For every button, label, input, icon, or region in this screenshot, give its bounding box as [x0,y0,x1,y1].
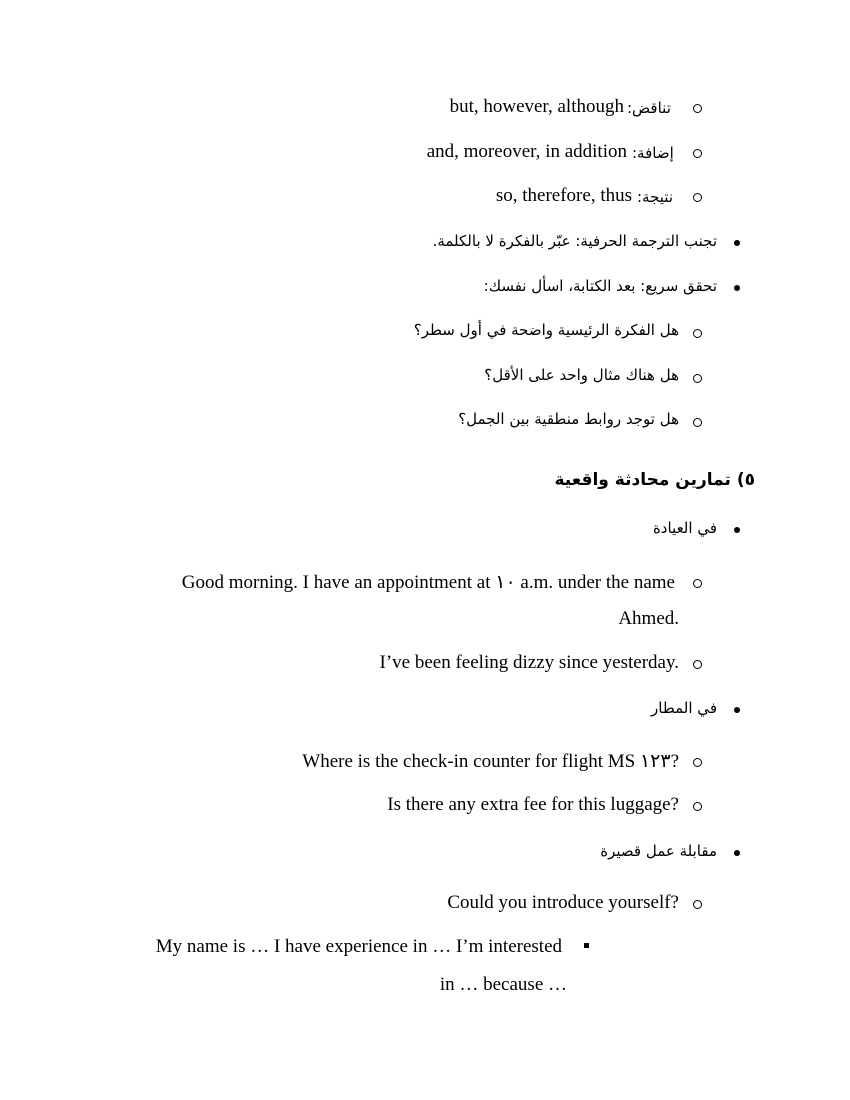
contrast-label-ar: تناقض: [627,99,671,117]
sub-bullet-icon [693,418,702,427]
sub-bullet-icon [693,802,702,811]
sub-bullet-icon [693,900,702,909]
interview-answer-b: in … because … [439,974,567,995]
interview-answer-a: My name is … I have experience in … I’m interested [155,936,562,957]
clinic-title: في العيادة [652,519,717,537]
sub-bullet-icon [693,149,702,158]
sub-bullet-icon [693,104,702,113]
bullet-icon [734,707,740,713]
clinic-line-1b: Ahmed. [618,608,679,629]
airport-line-2: Is there any extra fee for this luggage? [387,794,679,815]
result-label-ar: نتيجة: [637,188,674,206]
airport-line-1: Where is the check-in counter for flight MS ١٢٣? [302,751,679,772]
sub-bullet-icon [693,660,702,669]
check-question-2: هل هناك مثال واحد على الأقل؟ [484,366,679,384]
check-question-1: هل الفكرة الرئيسية واضحة في أول سطر؟ [413,321,679,339]
sub-bullet-icon [693,193,702,202]
addition-connectors-en: and, moreover, in addition [426,141,627,162]
sub-bullet-icon [693,758,702,767]
section-heading: ٥) تمارين محادثة واقعية [554,470,755,490]
clinic-line-1a: Good morning. I have an appointment at ١٠ a.m. under the name [181,572,675,593]
check-question-3: هل توجد روابط منطقية بين الجمل؟ [458,410,679,428]
interview-question: Could you introduce yourself? [447,892,679,913]
result-connectors-en: so, therefore, thus [495,185,632,206]
bullet-icon [734,240,740,246]
contrast-connectors-en: but, however, although [449,96,624,117]
clinic-line-2: I’ve been feeling dizzy since yesterday. [379,652,679,673]
interview-title: مقابلة عمل قصيرة [600,842,717,860]
bullet-icon [734,527,740,533]
sub-bullet-icon [693,579,702,588]
addition-label-ar: إضافة: [632,144,674,162]
bullet-icon [734,285,740,291]
sub-bullet-icon [693,329,702,338]
tip-avoid-literal: تجنب الترجمة الحرفية: عبّر بالفكرة لا بالكلمة. [432,232,717,250]
tip-quick-check: تحقق سريع: بعد الكتابة، اسأل نفسك: [483,277,717,295]
airport-title: في المطار [651,699,717,717]
sub-bullet-icon [693,374,702,383]
square-bullet-icon [584,943,589,948]
bullet-icon [734,850,740,856]
